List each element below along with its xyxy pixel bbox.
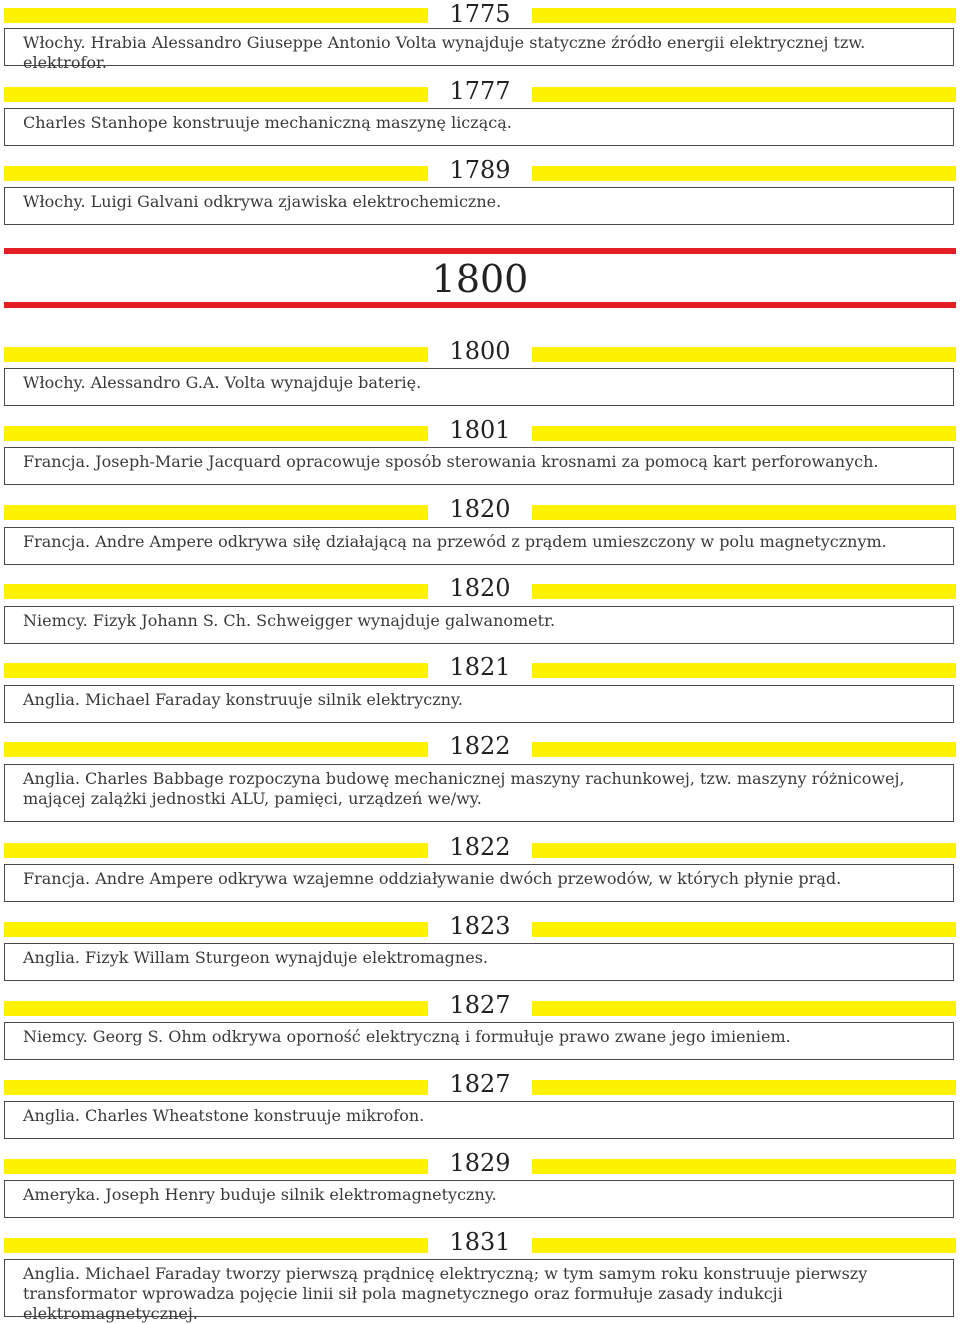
divider-bar (4, 843, 428, 855)
divider-bar (532, 1080, 956, 1092)
event-description: Anglia. Charles Wheatstone konstruuje mikrofon. (4, 1101, 954, 1139)
event-description: Anglia. Charles Babbage rozpoczyna budowę mechanicznej maszyny rachunkowej, tzw. maszyny różnicowej, mającej zalążki jednostki ALU, pamięci, urządzeń we/wy. (4, 764, 954, 822)
divider-bar (532, 1238, 956, 1250)
divider-bar (532, 166, 956, 178)
divider-bar (532, 1001, 956, 1013)
divider-bar (532, 505, 956, 517)
divider-bar (4, 505, 428, 517)
divider-bar (4, 426, 428, 438)
event-year: 1822 (449, 732, 511, 760)
event-year: 1820 (449, 495, 511, 523)
event-year: 1827 (449, 991, 511, 1019)
event-description: Francja. Andre Ampere odkrywa wzajemne oddziaływanie dwóch przewodów, w których płynie prąd. (4, 864, 954, 902)
event-year: 1827 (449, 1070, 511, 1098)
divider-bar (4, 1238, 428, 1250)
event-description: Włochy. Alessandro G.A. Volta wynajduje baterię. (4, 368, 954, 406)
event-year: 1822 (449, 833, 511, 861)
divider-bar (532, 347, 956, 359)
divider-bar (532, 922, 956, 934)
event-description: Ameryka. Joseph Henry buduje silnik elektromagnetyczny. (4, 1180, 954, 1218)
divider-bar (532, 1159, 956, 1171)
century-heading: 1800 (431, 257, 529, 301)
divider-bar (4, 1001, 428, 1013)
event-year: 1823 (449, 912, 511, 940)
divider-bar (4, 8, 428, 20)
divider-bar (4, 663, 428, 675)
event-year: 1801 (449, 416, 511, 444)
event-year: 1829 (449, 1149, 511, 1177)
divider-bar (532, 426, 956, 438)
event-description: Anglia. Fizyk Willam Sturgeon wynajduje elektromagnes. (4, 943, 954, 981)
divider-bar (4, 1080, 428, 1092)
event-year: 1789 (449, 156, 511, 184)
divider-bar (532, 843, 956, 855)
event-year: 1831 (449, 1228, 511, 1256)
event-description: Włochy. Hrabia Alessandro Giuseppe Antonio Volta wynajduje statyczne źródło energii elektrycznej tzw. elektrofor. (4, 28, 954, 66)
event-year: 1775 (449, 0, 511, 28)
divider-bar (4, 1159, 428, 1171)
event-year: 1777 (449, 77, 511, 105)
divider-bar (4, 922, 428, 934)
divider-bar (4, 166, 428, 178)
divider-bar (532, 584, 956, 596)
event-description: Charles Stanhope konstruuje mechaniczną maszynę liczącą. (4, 108, 954, 146)
event-description: Francja. Joseph-Marie Jacquard opracowuje sposób sterowania krosnami za pomocą kart perforowanych. (4, 447, 954, 485)
event-description: Francja. Andre Ampere odkrywa siłę działającą na przewód z prądem umieszczony w polu magnetycznym. (4, 527, 954, 565)
divider-bar (532, 663, 956, 675)
century-divider (4, 248, 956, 254)
divider-bar (4, 584, 428, 596)
divider-bar (4, 742, 428, 754)
event-description: Anglia. Michael Faraday tworzy pierwszą prądnicę elektryczną; w tym samym roku konstruuje pierwszy transformator wprowadza pojęcie linii sił pola magnetycznego oraz formułuje zasady indukcji elektromagnetycznej. (4, 1259, 954, 1317)
divider-bar (4, 87, 428, 99)
divider-bar (532, 87, 956, 99)
event-year: 1820 (449, 574, 511, 602)
event-description: Anglia. Michael Faraday konstruuje silnik elektryczny. (4, 685, 954, 723)
century-divider (4, 302, 956, 308)
event-year: 1821 (449, 653, 511, 681)
divider-bar (532, 8, 956, 20)
divider-bar (532, 742, 956, 754)
event-description: Włochy. Luigi Galvani odkrywa zjawiska elektrochemiczne. (4, 187, 954, 225)
event-description: Niemcy. Fizyk Johann S. Ch. Schweigger wynajduje galwanometr. (4, 606, 954, 644)
event-description: Niemcy. Georg S. Ohm odkrywa oporność elektryczną i formułuje prawo zwane jego imieniem. (4, 1022, 954, 1060)
event-year: 1800 (449, 337, 511, 365)
divider-bar (4, 347, 428, 359)
